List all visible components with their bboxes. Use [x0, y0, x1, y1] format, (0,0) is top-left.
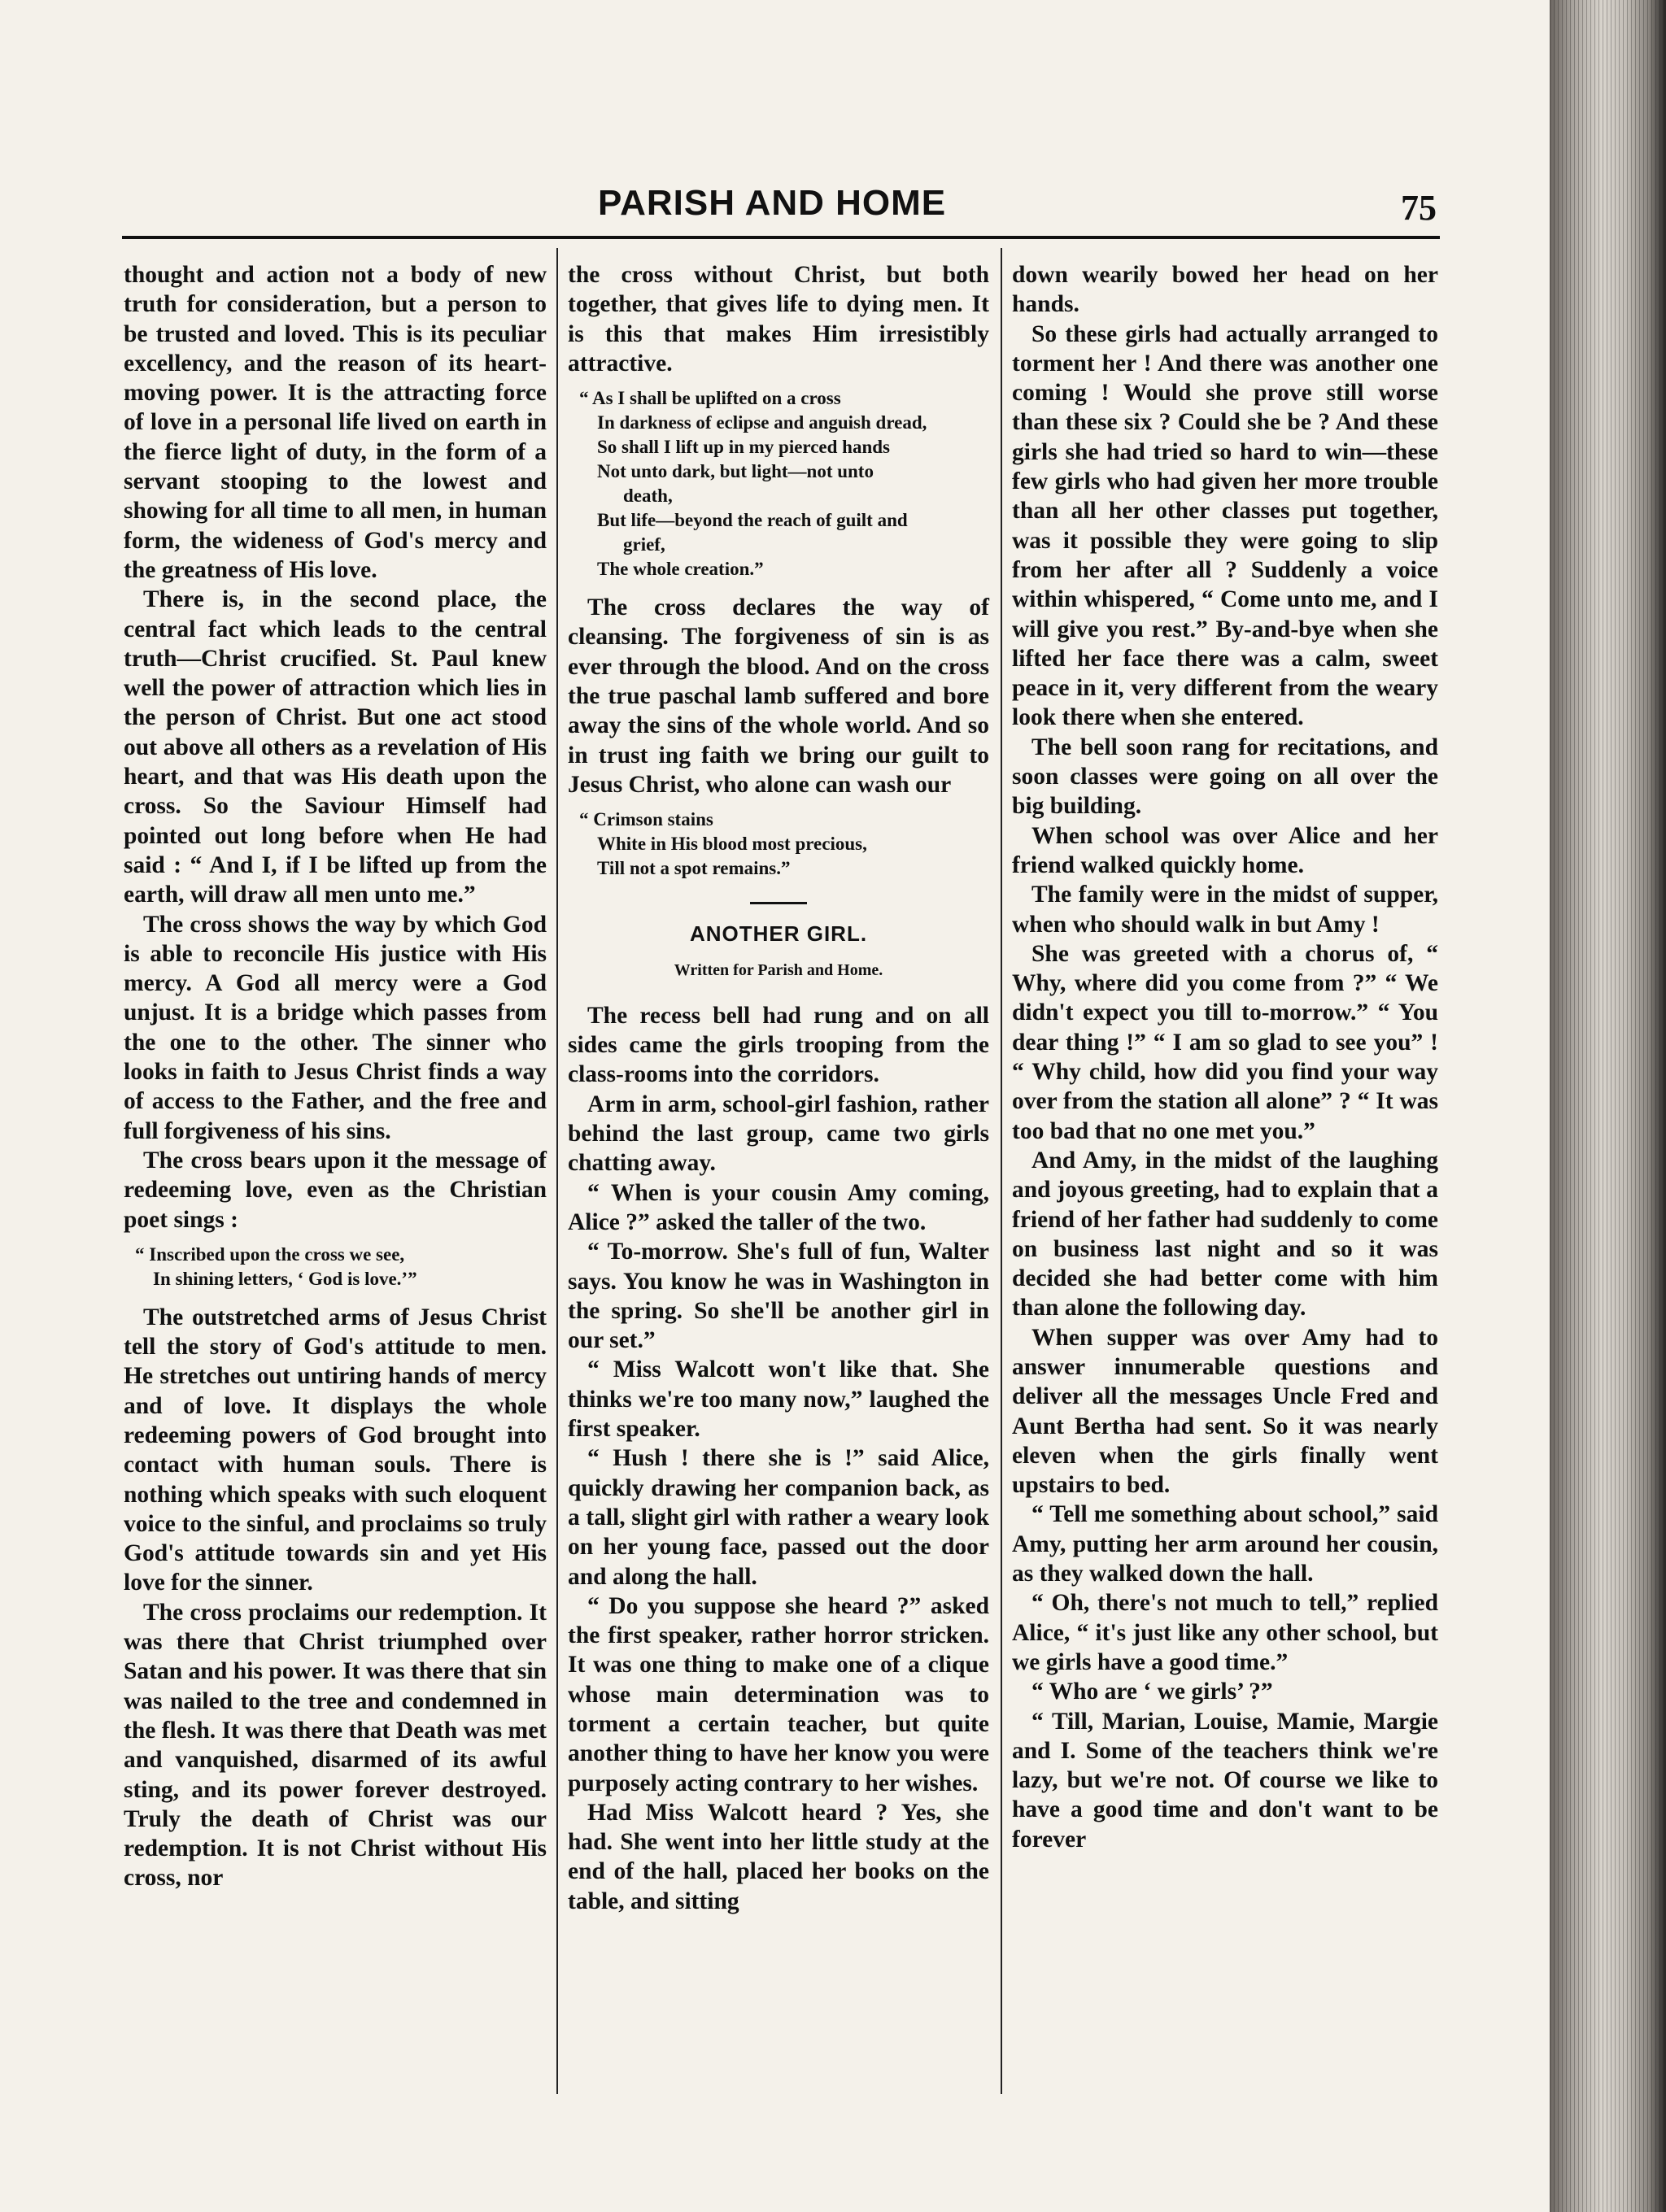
poem-line: In shining letters, ‘ God is love.’”	[153, 1268, 417, 1289]
column-2	[568, 260, 989, 1916]
column-divider-1	[556, 248, 558, 2094]
poem-line: Till not a spot remains.”	[597, 858, 791, 879]
poem-line: death,	[623, 486, 673, 507]
column-divider-2	[1001, 248, 1002, 2094]
poem-quote	[579, 808, 989, 881]
paragraph: The outstretched arms of Jesus Christ tell the story of God's attitude to men. He stretches out untiring hands of mercy and of love. It displays the whole redeeming powers of God brought into contact with human souls. There is nothing which speaks with such eloquent voice to the sinful, and proclaims so truly God's attitude towards sin and yet His love for the sinner.	[124, 1304, 547, 1596]
poem-quote	[135, 1243, 547, 1291]
paragraph: “ Miss Walcott won't like that. She thinks we're too many now,” laughed the first speaker.	[568, 1356, 989, 1443]
running-header-title: PARISH AND HOME	[598, 183, 947, 223]
paragraph: The cross shows the way by which God is able to reconcile His justice with His mercy. A God all mercy were a God unjust. It is a bridge which passes from the one to the other. The sinner who looks in faith to Jesus Christ finds a way of access to the Father, and the free and full forgiveness of his sins.	[124, 911, 547, 1144]
paragraph: The cross bears upon it the message of redeeming love, even as the Christian poet sings :	[124, 1147, 547, 1233]
column-1	[124, 260, 547, 1893]
paragraph: “ To-morrow. She's full of fun, Walter says. You know he was in Washington in the spring. So she'll be another girl in our set.”	[568, 1239, 989, 1354]
paragraph: Arm in arm, school-girl fashion, rather behind the last group, came two girls chatting away.	[568, 1091, 989, 1177]
paragraph: “ Hush ! there she is !” said Alice, quickly drawing her companion back, as a tall, slight girl with rather a weary look on her young face, passed out the door and along the hall.	[568, 1445, 989, 1590]
paragraph: When school was over Alice and her friend walked quickly home.	[1012, 822, 1438, 878]
paragraph: The recess bell had rung and on all sides came the girls trooping from the class-rooms into the corridors.	[568, 1002, 989, 1088]
section-rule	[750, 902, 807, 904]
poem-line: grief,	[623, 534, 665, 555]
poem-line: Not unto dark, but light—not unto	[597, 461, 874, 482]
poem-line: The whole creation.”	[597, 559, 764, 580]
paragraph: She was greeted with a chorus of, “ Why, where did you come from ?” “ We didn't expect you till to-morrow.” “ You dear thing !” “ I am so glad to see you” ! “ Why child, how did you find your way over from the station all alone” ? “ It was too bad that no one met you.”	[1012, 940, 1438, 1144]
paragraph: The bell soon rang for recitations, and soon classes were going on all over the big building.	[1012, 734, 1438, 820]
paragraph: the cross without Christ, but both together, that gives life to dying men. It is this that makes Him irresistibly attractive.	[568, 262, 989, 377]
poem-line: But life—beyond the reach of guilt and	[597, 510, 908, 531]
paragraph: “ When is your cousin Amy coming, Alice ?” asked the taller of the two.	[568, 1179, 989, 1235]
poem-line: In darkness of eclipse and anguish dread,	[597, 412, 927, 433]
poem-line: “ Inscribed upon the cross we see,	[135, 1243, 405, 1265]
paragraph: When supper was over Amy had to answer innumerable questions and deliver all the messages Uncle Fred and Aunt Bertha had sent. So it was nearly eleven when the girls finally went upstairs to bed.	[1012, 1324, 1438, 1499]
paragraph: Had Miss Walcott heard ? Yes, she had. She went into her little study at the end of the hall, placed her books on the table, and sitting	[568, 1799, 989, 1914]
paragraph: The cross declares the way of cleansing. The forgiveness of sin is as ever through the blood. And on the cross the true paschal lamb suffered and bore away the sins of the whole world. And so in trust ing faith we bring our guilt to Jesus Christ, who alone can wash our	[568, 594, 989, 798]
paragraph: The cross proclaims our redemption. It was there that Christ triumphed over Satan and his power. It was there that sin was nailed to the tree and condemned in the flesh. It was there that Death was met and vanquished, disarmed of its awful sting, and its power forever destroyed. Truly the death of Christ was our redemption. It is not Christ without His cross, nor	[124, 1599, 547, 1892]
header-rule	[122, 236, 1440, 239]
poem-quote	[579, 386, 989, 581]
poem-line: So shall I lift up in my pierced hands	[597, 437, 891, 458]
poem-line: “ Crimson stains	[579, 809, 713, 830]
paragraph: thought and action not a body of new truth for consideration, but a person to be trusted and loved. This is its peculiar excellency, and the reason of its heart-moving power. It is the attracting force of love in a personal life lived on earth in the fierce light of duty, in the form of a servant stooping to the lowest and showing for all time to all men, in human form, the wideness of God's mercy and the greatness of His love.	[124, 262, 547, 583]
poem-line: “ As I shall be uplifted on a cross	[579, 388, 841, 409]
paragraph: The family were in the midst of supper, when who should walk in but Amy !	[1012, 882, 1438, 938]
paragraph: “ Oh, there's not much to tell,” replied Alice, “ it's just like any other school, but we girls have a good time.”	[1012, 1590, 1438, 1675]
paragraph: down wearily bowed her head on her hands.	[1012, 262, 1438, 318]
paragraph: And Amy, in the midst of the laughing and joyous greeting, had to explain that a friend of her father had suddenly to come on business last night and so it was decided she had better come with him than alone the following day.	[1012, 1147, 1438, 1322]
paragraph: There is, in the second place, the central fact which leads to the central truth—Christ crucified. St. Paul knew well the power of attraction which lies in the person of Christ. But one act stood out above all others as a revelation of His heart, and that was His death upon the cross. So the Saviour Himself had pointed out long before when He had said : “ And I, if I be lifted up from the earth, will draw all men unto me.”	[124, 586, 547, 908]
book-page-edges	[1550, 0, 1666, 2212]
column-3	[1012, 260, 1438, 1854]
paragraph: “ Tell me something about school,” said Amy, putting her arm around her cousin, as they walked down the hall.	[1012, 1501, 1438, 1587]
paragraph: “ Till, Marian, Louise, Mamie, Margie and I. Some of the teachers think we're lazy, but we're not. Of course we like to have a good time and don't want to be forever	[1012, 1708, 1438, 1853]
section-title: ANOTHER GIRL.	[689, 921, 868, 947]
paragraph: “ Do you suppose she heard ?” asked the first speaker, rather horror stricken. It was one thing to make one of a clique whose main determination was to torment a certain teacher, but quite another thing to have her know you were purposely acting contrary to her wishes.	[568, 1592, 989, 1796]
paragraph: “ Who are ‘ we girls’ ?”	[1031, 1679, 1273, 1705]
page-number: 75	[1401, 188, 1437, 228]
byline: Written for Parish and Home.	[674, 960, 883, 979]
poem-line: White in His blood most precious,	[597, 834, 867, 855]
paragraph: So these girls had actually arranged to torment her ! And there was another one coming ! Would she prove still worse than these six ? Could she be ? And these girls she had tried so hard to win—these few girls who had given her more trouble than all her other classes put together, was it possible they were going to slip from her after all ? Suddenly a voice within whispered, “ Come unto me, and I will give you rest.” By-and-bye when she lifted her face there was a calm, sweet peace in it, very different from the weary look there when she entered.	[1012, 320, 1438, 731]
